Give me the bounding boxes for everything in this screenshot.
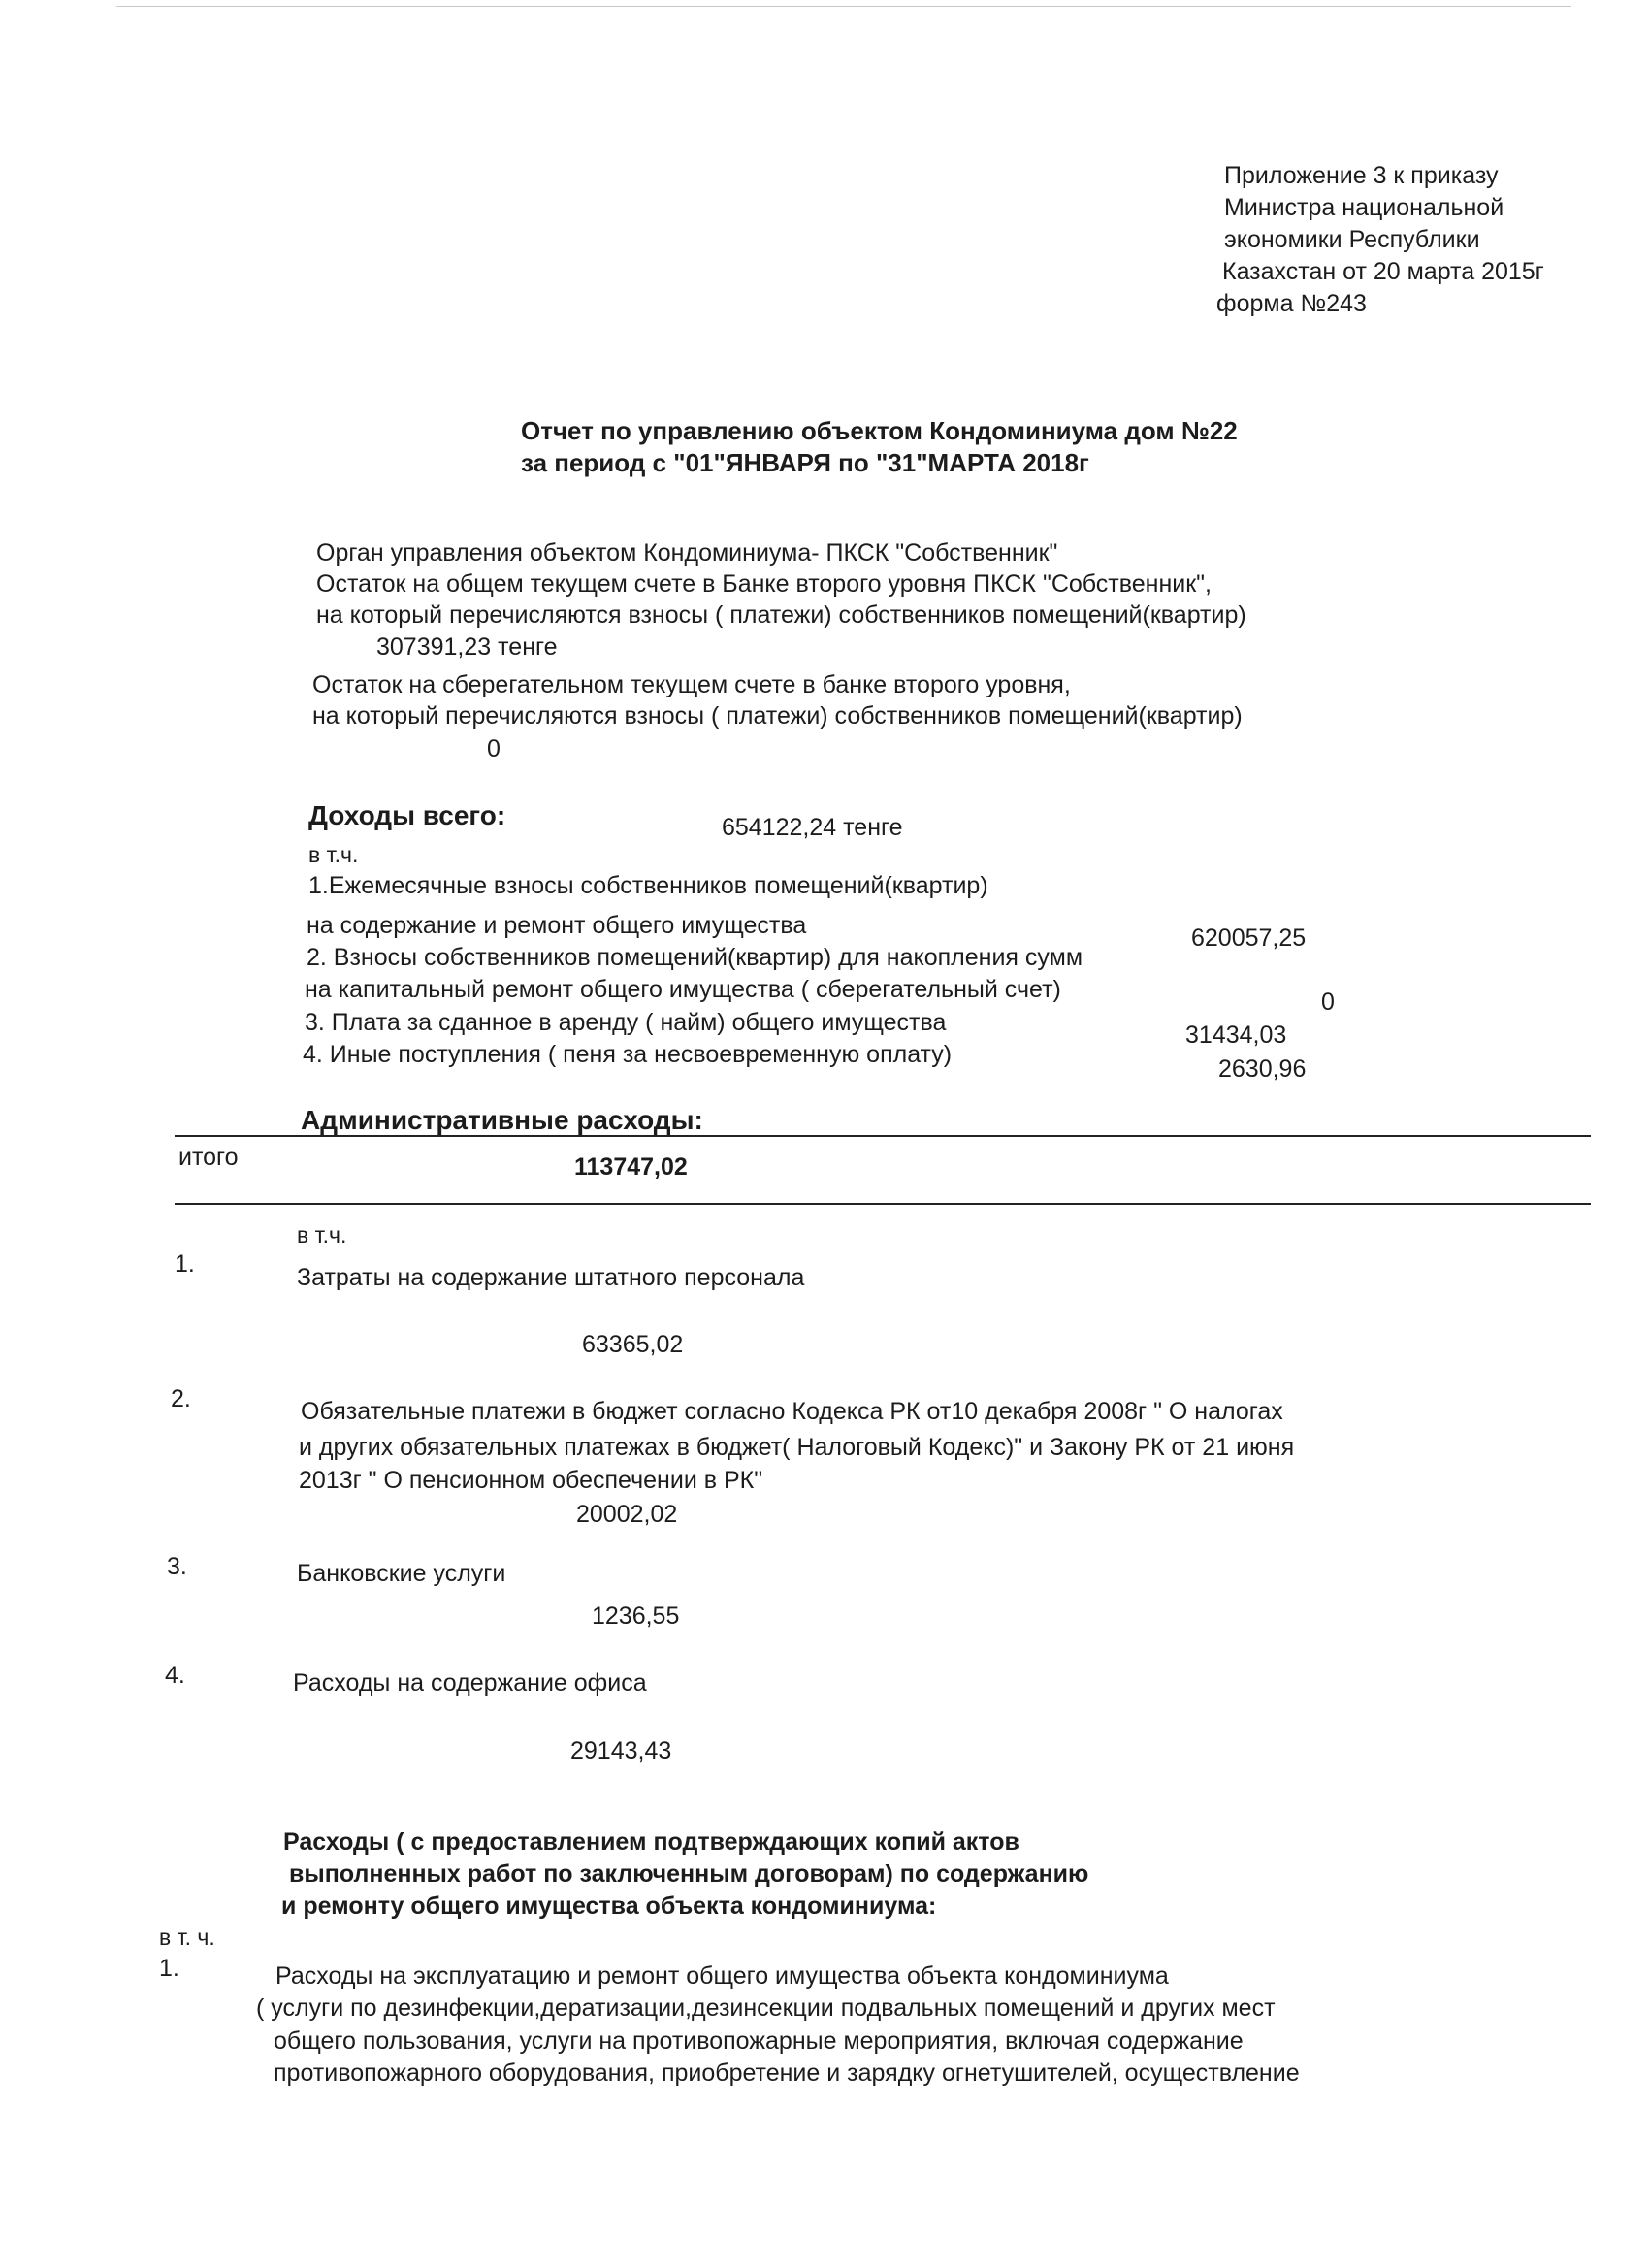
total-row-top-rule (175, 1135, 1591, 1137)
income-heading: Доходы всего: (308, 800, 506, 830)
maintenance-heading-cont: выполненных работ по заключенным договорам) по содержанию (289, 1861, 1089, 1888)
income-item-2-cont: на капитальный ремонт общего имущества ( сберегательный счет) (305, 976, 1061, 1003)
report-title: Отчет по управлению объектом Кондоминиума дом №22 (521, 416, 1238, 445)
admin-item-value: 20002,02 (576, 1501, 678, 1528)
admin-item-label-cont: 2013г " О пенсионном обеспечении в РК" (299, 1467, 763, 1494)
admin-item-label: Обязательные платежи в бюджет согласно Кодекса РК от10 декабря 2008г " О налогах (301, 1398, 1283, 1425)
admin-item-value: 29143,43 (570, 1737, 672, 1765)
admin-item-number: 1. (175, 1250, 195, 1278)
admin-total: 113747,02 (574, 1153, 688, 1181)
total-row-bottom-rule (175, 1203, 1591, 1205)
header-line: форма №243 (1216, 290, 1367, 317)
maintenance-item-text: Расходы на эксплуатацию и ремонт общего имущества объекта кондоминиума (275, 1962, 1169, 1990)
admin-item-number: 4. (165, 1662, 185, 1689)
income-total: 654122,24 тенге (722, 814, 903, 841)
income-item-1: 1.Ежемесячные взносы собственников помещений(квартир) (308, 872, 988, 899)
header-line: экономики Республики (1224, 226, 1480, 253)
itogo-label: итого (178, 1144, 239, 1171)
savings-account-balance: 0 (487, 735, 501, 762)
income-item-3: 3. Плата за сданное в аренду ( найм) общего имущества (305, 1009, 947, 1036)
admin-item-number: 3. (167, 1553, 187, 1580)
income-vt-label: в т.ч. (308, 842, 359, 867)
income-item-1-cont: на содержание и ремонт общего имущества (307, 912, 807, 939)
maintenance-heading-cont: и ремонту общего имущества объекта кондоминиума: (281, 1893, 937, 1920)
management-body: Орган управления объектом Кондоминиума- ПКСК "Собственник" (316, 539, 1058, 567)
maintenance-item-number: 1. (159, 1955, 179, 1982)
maintenance-vt-label: в т. ч. (159, 1925, 215, 1950)
header-line: Казахстан от 20 марта 2015г (1222, 258, 1544, 285)
admin-heading: Административные расходы: (301, 1105, 703, 1135)
income-item-2: 2. Взносы собственников помещений(квартир) для накопления сумм (307, 944, 1083, 971)
header-line: Министра национальной (1224, 194, 1504, 221)
intro-text: Остаток на общем текущем счете в Банке второго уровня ПКСК "Собственник", (316, 570, 1212, 598)
admin-item-label: Затраты на содержание штатного персонала (297, 1264, 805, 1291)
header-line: Приложение 3 к приказу (1224, 162, 1499, 189)
admin-item-label-cont: и других обязательных платежах в бюджет( Налоговый Кодекс)" и Закону РК от 21 июня (299, 1434, 1295, 1461)
current-account-balance: 307391,23 тенге (376, 633, 558, 661)
admin-item-label: Расходы на содержание офиса (293, 1669, 647, 1697)
maintenance-item-text: противопожарного оборудования, приобретение и зарядку огнетушителей, осуществление (274, 2059, 1300, 2087)
admin-item-number: 2. (171, 1385, 191, 1412)
income-item-3-value: 31434,03 (1185, 1021, 1287, 1049)
income-item-1-value: 620057,25 (1191, 924, 1307, 952)
report-period: за период с "01"ЯНВАРЯ по "31"МАРТА 2018г (521, 448, 1089, 477)
intro-text: Остаток на сберегательном текущем счете в банке второго уровня, (312, 671, 1071, 698)
admin-vt-label: в т.ч. (297, 1222, 347, 1247)
admin-item-value: 63365,02 (582, 1331, 684, 1358)
maintenance-item-text: общего пользования, услуги на противопожарные мероприятия, включая содержание (274, 2027, 1244, 2055)
income-item-2-value: 0 (1321, 988, 1335, 1016)
intro-text: на который перечисляются взносы ( платежи) собственников помещений(квартир) (316, 601, 1246, 629)
scan-edge-top (116, 6, 1571, 7)
income-item-4: 4. Иные поступления ( пеня за несвоевременную оплату) (303, 1041, 953, 1068)
admin-item-value: 1236,55 (592, 1603, 680, 1630)
maintenance-heading: Расходы ( с предоставлением подтверждающих копий актов (283, 1829, 1019, 1856)
maintenance-item-text: ( услуги по дезинфекции,дератизации,дезинсекции подвальных помещений и других мест (256, 1994, 1276, 2022)
income-item-4-value: 2630,96 (1218, 1055, 1307, 1083)
admin-item-label: Банковские услуги (297, 1560, 506, 1587)
intro-text: на который перечисляются взносы ( платежи) собственников помещений(квартир) (312, 702, 1243, 729)
